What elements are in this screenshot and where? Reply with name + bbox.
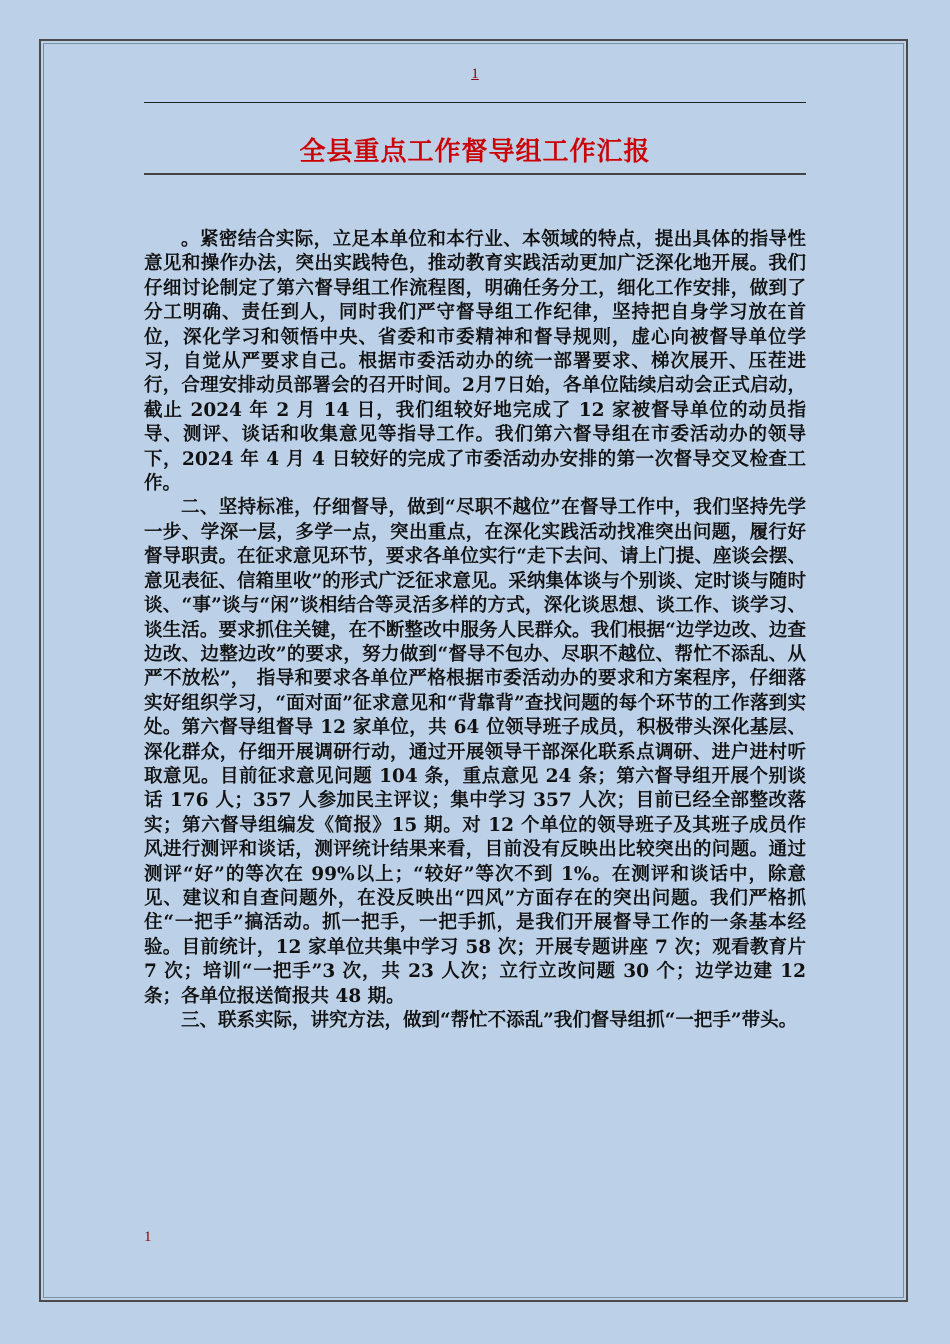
document-title: 全县重点工作督导组工作汇报 (299, 137, 651, 167)
paragraph-1: 。紧密结合实际，立足本单位和本行业、本领域的特点，提出具体的指导性意见和操作办法，突出实践特色，推动教育实践活动更加广泛深化地开展。我们仔细讨论制定了第六督导组工作流程图，明确任务分工，细化工作安排，做到了分工明确、责任到人，同时我们严守督导组工作纪律，坚持把自身学习放在首位，深化学习和领悟中央、省委和市委精神和督导规则，虚心向被督导单位学习，自觉从严要求自己。根据市委活动办的统一部署要求、梯次展开、压茬进行，合理安排动员部署会的召开时间。2月7日始，各单位陆续启动会正式启动，截止 2024 年 2 月 14 日，我们组较好地完成了 12 家被督导单位的动员指导、测评、谈话和收集意见等指导工作。我们第六督导组在市委活动办的领导下，2024 年 4 月 4 日较好的完成了市委活动办安排的第一次督导交叉检查工作。 (144, 229, 806, 495)
paragraph-2: 二、坚持标准，仔细督导，做到“尽职不越位”在督导工作中，我们坚持先学一步、学深一层，多学一点，突出重点，在深化实践活动找准突出问题，履行好督导职责。在征求意见环节，要求各单位实行“走下去问、请上门提、座谈会摆、意见表征、信箱里收”的形式广泛征求意见。采纳集体谈与个别谈、定时谈与随时谈、“事”谈与“闲”谈相结合等灵活多样的方式，深化谈思想、谈工作、谈学习、谈生活。要求抓住关键，在不断整改中服务人民群众。我们根据“边学边改、边查边改、边整边改”的要求，努力做到“督导不包办、尽职不越位、帮忙不添乱、从严不放松”， 指导和要求各单位严格根据市委活动办的要求和方案程序，仔细落实好组织学习，“面对面”征求意见和“背靠背”查找问题的每个环节的工作落到实处。第六督导组督导 12 家单位，共 64 位领导班子成员，积极带头深化基层、深化群众，仔细开展调研行动，通过开展领导干部深化联系点调研、进户进村听取意见。目前征求意见问题 104 条，重点意见 24 条；第六督导组开展个别谈话 176 人；357 人参加民主评议；集中学习 357 人次；目前已经全部整改落实；第六督导组编发《简报》15 期。对 12 个单位的领导班子及其班子成员作风进行测评和谈话，测评统计结果来看，目前没有反映出比较突出的问题。通过测评“好”的等次在 99%以上；“较好”等次不到 1%。在测评和谈话中，除意见、建议和自查问题外，在没反映出“四风”方面存在的突出问题。我们严格抓住“一把手”搞活动。抓一把手，一把手抓，是我们开展督导工作的一条基本经验。目前统计，12 家单位共集中学习 58 次；开展专题讲座 7 次；观看教育片 7 次；培训“一把手”3 次，共 23 人次；立行立改问题 30 个；边学边建 12 条；各单位报送简报共 48 期。 (144, 497, 806, 1007)
header-page-number: 1 (471, 66, 479, 82)
title-divider (144, 173, 806, 175)
paragraph-3: 三、联系实际，讲究方法，做到“帮忙不添乱”我们督导组抓“一把手”带头。 (181, 1010, 798, 1031)
header-divider (144, 102, 806, 103)
footer-page-number: 1 (144, 1229, 152, 1245)
document-body (144, 228, 806, 1033)
